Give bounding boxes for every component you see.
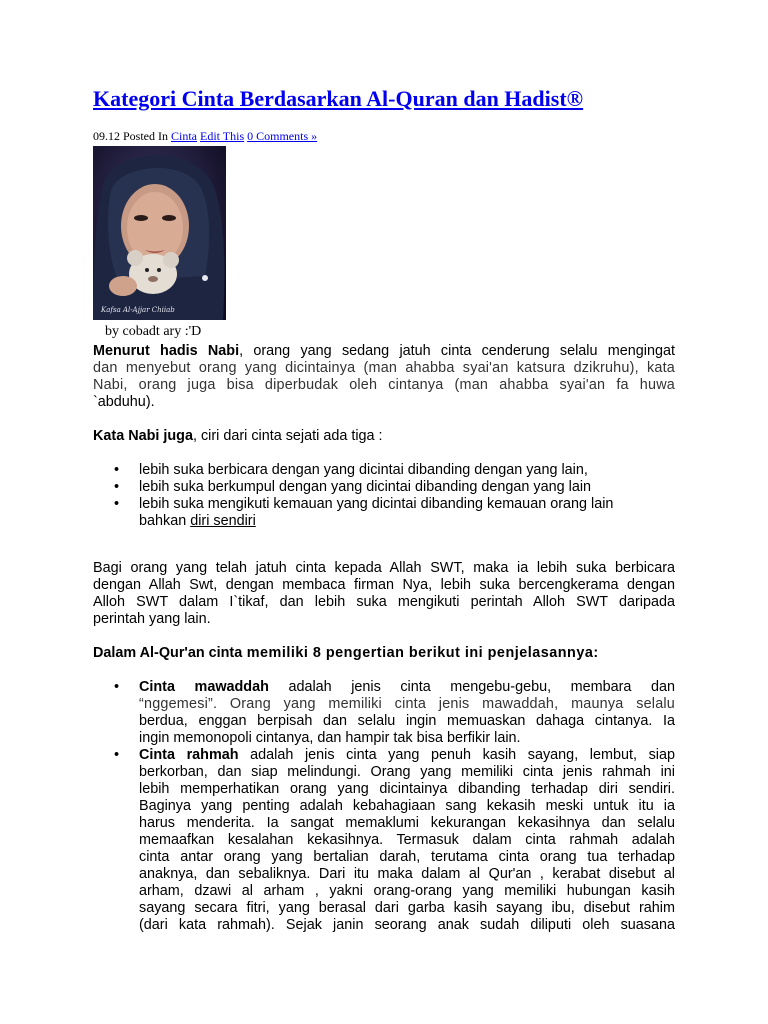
intro-paragraph [93,343,675,411]
list-item: • lebih suka berbicara dengan yang dicintai dibanding dengan yang lain, [114,462,588,478]
bullet-icon: • [114,747,120,763]
bullet-icon: • [114,679,120,695]
post-title-link[interactable]: Kategori Cinta Berdasarkan Al-Quran dan Hadist® [93,86,584,111]
comments-link[interactable]: 0 Comments » [247,129,318,143]
allah-paragraph: Bagi orang yang telah jatuh cinta kepada Allah SWT, maka ia lebih suka berbicara dengan Allah Swt, dengan membaca firman Nya, lebih suka bercengkerama dengan Alloh SWT dalam I`tikaf, dan lebih suka mengikuti perintah Alloh SWT daripada perintah yang lain. [93,560,675,627]
post-meta-prefix: 09.12 Posted In [93,129,168,143]
ciri-bold: Kata Nabi juga [93,428,193,444]
bullet-icon: • [114,462,120,478]
ciri-list [93,462,675,530]
intro-line: dan menyebut orang yang dicintainya (man ahabba syai'an katsura dzikruhu), kata [93,360,675,376]
portrait-image [93,146,226,320]
edit-link[interactable]: Edit This [200,129,245,143]
photo-caption: by cobadt ary :'D [105,324,202,339]
bullet-icon: • [114,479,120,495]
list-item: • lebih suka berkumpul dengan yang dicintai dibanding dengan yang lain [114,479,592,495]
section-heading: Dalam Al-Qur'an cinta memiliki 8 pengertian berikut ini penjelasannya: [93,645,599,661]
bullet-icon: • [114,496,120,512]
intro-line: Menurut hadis Nabi, orang yang sedang jatuh cinta cenderung selalu mengingat [93,343,675,359]
ciri-text: , ciri dari cinta sejati ada tiga : [192,428,383,444]
author-photo [93,146,226,320]
definition-item-mawaddah: • Cinta mawaddah adalah jenis cinta mengebu-gebu, membara dan “nggemesi”. Orang yang memiliki cinta jenis mawaddah, maunya selalu berdua, enggan berpisah dan selalu ingin memuaskan dahaga cintanya. Ia ingin memonopoli cintanya, dan hampir tak bisa berfikir lain. [114,679,675,746]
photo-signature: Kafsa Al-Ajjar Chiiab [101,306,175,314]
definitions-list [93,679,675,934]
list-item: • lebih suka mengikuti kemauan yang dicintai dibanding kemauan orang lain bahkan diri sendiri [114,496,614,529]
ciri-intro [93,428,675,445]
definition-item-rahmah: • Cinta rahmah adalah jenis cinta yang penuh kasih sayang, lembut, siap berkorban, dan siap melindungi. Orang yang memiliki cinta jenis rahmah ini lebih memperhatikan orang yang dicintainya dibanding terhadap diri sendiri. Baginya yang penting adalah kebahagiaan sang kekasih meski untuk itu ia harus menderita. Ia sangat memaklumi kekurangan kekasihnya dan selalu memaafkan kesalahan kekasihnya. Termasuk dalam cinta rahmah adalah cinta antar orang yang bertalian darah, terutama cinta orang tua terhadap anaknya, dan sebaliknya. Dari itu maka dalam al Qur'an , kerabat disebut al arham, dzawi al arham , yakni orang-orang yang memiliki hubungan kasih sayang secara fitri, yang berasal dari garba kasih sayang ibu, disebut rahim (dari kata rahmah). Sejak janin seorang anak sudah diliputi oleh suasana [114,747,675,933]
post-meta [93,129,317,144]
intro-line: Nabi, orang juga bisa diperbudak oleh cintanya (man ahabba syai'an fa huwa [93,377,675,393]
diri-sendiri-link[interactable]: diri sendiri [190,513,256,529]
category-link[interactable]: Cinta [171,129,197,143]
intro-line: `abduhu). [93,394,155,410]
